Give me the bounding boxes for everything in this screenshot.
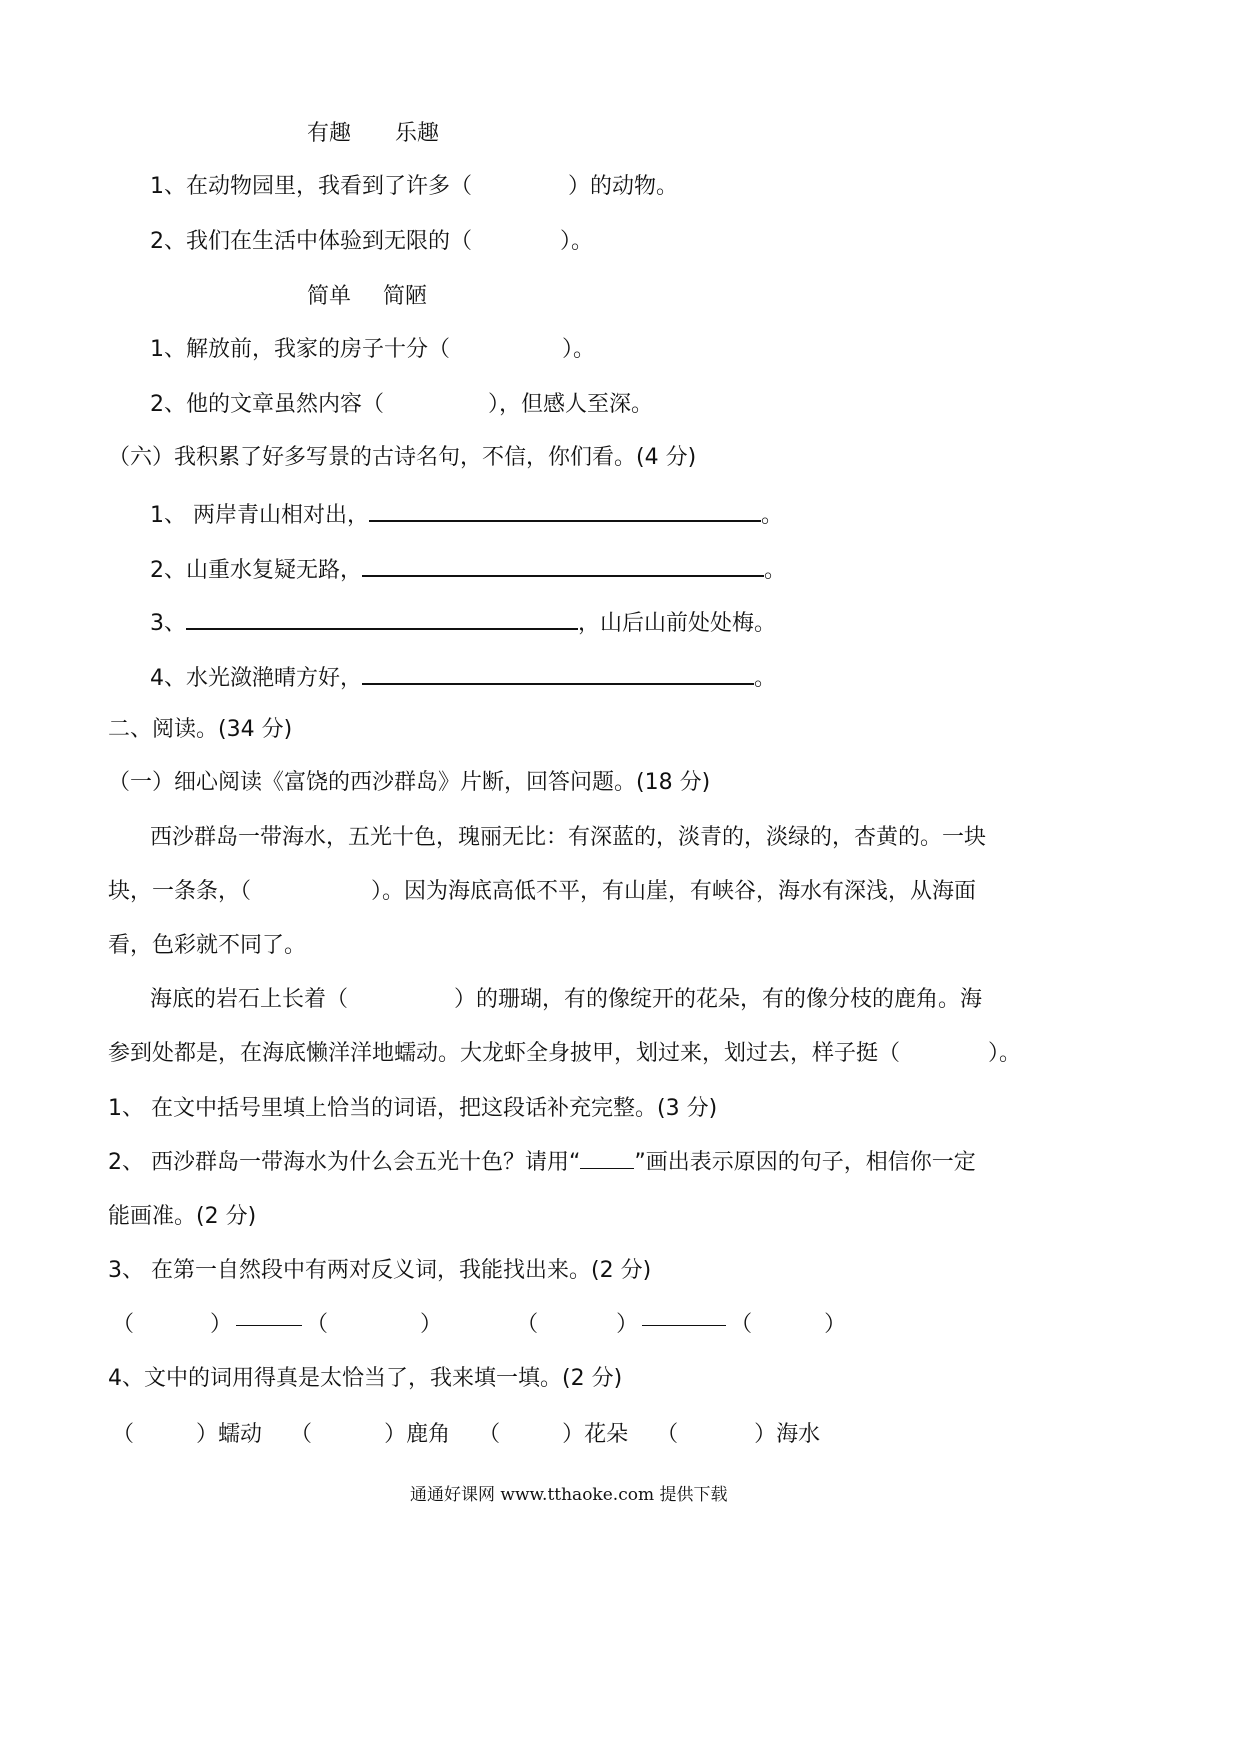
paren-close: ） <box>754 1422 777 1447</box>
paragraph-text: ）。因为海底高低不平，有山崖，有峡谷，海水有深浅，从海面 <box>371 879 977 904</box>
question-text: 2、 西沙群岛一带海水为什么会五光十色？请用“ <box>108 1150 581 1175</box>
reading-one-title: （一）细心阅读《富饶的西沙群岛》片断，回答问题。(18 分) <box>108 770 711 795</box>
question-3: 3、 在第一自然段中有两对反义词，我能找出来。(2 分) <box>108 1258 652 1283</box>
paren-open: （ <box>306 1312 329 1337</box>
fill-line[interactable] <box>186 606 578 630</box>
paragraph-text: 块，一条条，（ <box>108 879 252 904</box>
question-text: ），但感人至深。 <box>488 392 654 417</box>
dash-line <box>236 1325 302 1326</box>
page-footer: 通通好课网 www.tthaoke.com 提供下载 <box>410 1485 728 1505</box>
poem-text: 1、 两岸青山相对出， <box>150 503 369 528</box>
poem-text: ，山后山前处处梅。 <box>578 611 777 636</box>
paren-open: （ <box>290 1422 313 1447</box>
poem-text: 。 <box>761 503 784 528</box>
part-two-title: 二、阅读。(34 分) <box>108 717 293 742</box>
question-text: ）。 <box>560 229 594 254</box>
section-six-title: （六）我积累了好多写景的古诗名句，不信，你们看。(4 分) <box>108 445 697 470</box>
paren-open: （ <box>478 1422 501 1447</box>
paren-open: （ <box>656 1422 679 1447</box>
question-text: 1、解放前，我家的房子十分（ <box>150 337 450 362</box>
poem-text: 4、水光潋滟晴方好， <box>150 666 362 691</box>
question-text: 2、我们在生活中体验到无限的（ <box>150 229 472 254</box>
paragraph-2-line-1 <box>150 985 982 1015</box>
question-youqu-1 <box>150 172 678 202</box>
question-2 <box>108 1148 976 1178</box>
poem-line-1 <box>150 498 783 528</box>
poem-text: 。 <box>764 558 787 583</box>
paragraph-text: ）。 <box>988 1041 1022 1066</box>
poem-line-4 <box>150 661 776 691</box>
paren-open: （ <box>730 1312 753 1337</box>
paren-open: （ <box>112 1312 135 1337</box>
poem-text: 3、 <box>150 611 186 636</box>
dash-line <box>642 1325 726 1326</box>
word-group-1 <box>307 119 439 149</box>
word-youqu: 有趣 <box>307 121 352 146</box>
word-group-2 <box>307 282 427 312</box>
word-lequ: 乐趣 <box>395 121 440 146</box>
question-text: ）。 <box>562 337 596 362</box>
question-text: ）的动物。 <box>568 174 679 199</box>
antonym-answer-row <box>112 1310 846 1340</box>
paren-close: ） <box>384 1422 407 1447</box>
paragraph-2-line-2 <box>108 1039 1021 1069</box>
poem-text: 2、山重水复疑无路， <box>150 558 362 583</box>
fill-line[interactable] <box>362 553 764 577</box>
question-2-line-2: 能画准。(2 分) <box>108 1204 257 1229</box>
question-text: 1、在动物园里，我看到了许多（ <box>150 174 472 199</box>
paren-open: （ <box>112 1422 135 1447</box>
paren-close: ） <box>824 1312 847 1337</box>
question-jiandan-1 <box>150 335 595 365</box>
paragraph-1-line-3: 看，色彩就不同了。 <box>108 933 307 958</box>
question-1: 1、 在文中括号里填上恰当的词语，把这段话补充完整。(3 分) <box>108 1096 718 1121</box>
poem-line-3 <box>150 606 776 636</box>
paren-close: ） <box>196 1422 219 1447</box>
word-huaduo: 花朵 <box>584 1422 629 1447</box>
question-text: ”画出表示原因的句子，相信你一定 <box>634 1150 976 1175</box>
underline-sample <box>580 1152 634 1169</box>
word-jianlou: 简陋 <box>383 284 428 309</box>
paren-close: ） <box>616 1312 639 1337</box>
fill-line[interactable] <box>362 661 754 685</box>
paren-open: （ <box>516 1312 539 1337</box>
paren-close: ） <box>420 1312 443 1337</box>
paren-close: ） <box>562 1422 585 1447</box>
fill-line[interactable] <box>369 498 761 522</box>
paragraph-1-line-2 <box>108 877 976 907</box>
poem-line-2 <box>150 553 786 583</box>
word-rudong: 蠕动 <box>218 1422 263 1447</box>
question-text: 2、他的文章虽然内容（ <box>150 392 384 417</box>
word-jiandan: 简单 <box>307 284 352 309</box>
question-jiandan-2 <box>150 390 653 420</box>
paragraph-text: 参到处都是，在海底懒洋洋地蠕动。大龙虾全身披甲，划过来，划过去，样子挺（ <box>108 1041 901 1066</box>
word-lujiao: 鹿角 <box>406 1422 451 1447</box>
paragraph-text: 海底的岩石上长着（ <box>150 987 349 1012</box>
paragraph-1-line-1: 西沙群岛一带海水，五光十色，瑰丽无比：有深蓝的，淡青的，淡绿的，杏黄的。一块 <box>150 825 987 850</box>
paren-close: ） <box>210 1312 233 1337</box>
poem-text: 。 <box>754 666 777 691</box>
word-fill-row <box>112 1420 820 1450</box>
question-4: 4、文中的词用得真是太恰当了，我来填一填。(2 分) <box>108 1366 623 1391</box>
paragraph-text: ）的珊瑚，有的像绽开的花朵，有的像分枝的鹿角。海 <box>454 987 983 1012</box>
word-haishui: 海水 <box>776 1422 821 1447</box>
question-youqu-2 <box>150 227 593 257</box>
